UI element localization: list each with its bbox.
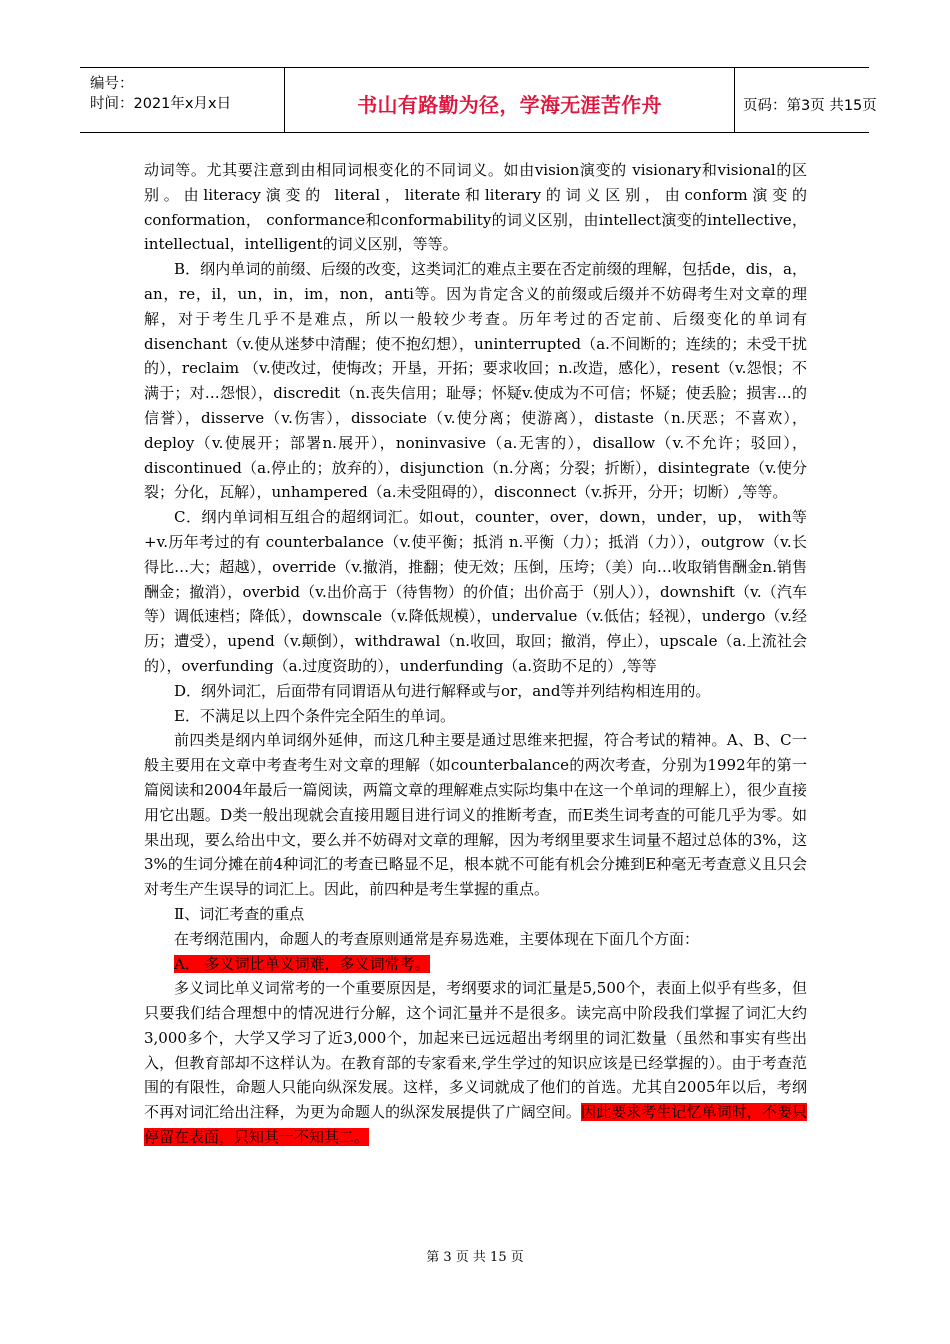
highlight-heading-row [144,952,807,977]
highlighted-sentence: 因此要求考生记忆单词时，不要只停留在表面，只知其一不知其二。 [144,1103,807,1147]
header-page-cell [737,68,877,132]
paragraph [144,976,807,1150]
header-meta [80,68,280,132]
paragraph: E．不满足以上四个条件完全陌生的单词。 [174,706,455,725]
paragraph: C．纲内单词相互组合的超纲词汇。如out，counter，over，down，under，up， with等+v.历年考过的有 counterbalance（v.使平衡；抵消 n.平衡（力）；抵消（力）），outgrow（v.长得比…大；超越），override（v.撤消，推翻；使无效；压倒，压垮；（美）向…收取销售酬金n.销售酬金；撤消），overbid（v.出价高于（待售物）的价值；出价高于（别人）），downshift（v.（汽车等）调低速档；降低），downscale（v.降低规模），undervalue（v.低估；轻视），undergo（v.经历；遭受），upend（v.颠倒），withdrawal（n.收回，取回；撤消，停止），upscale（a.上流社会的），overfunding（a.过度资助的），underfunding（a.资助不足的）,等等 [144,508,807,675]
motto: 书山有路勤为径，学海无涯苦作舟 [357,93,662,117]
page-header [80,67,877,133]
page-info: 页码：第3页 共15页 [743,98,877,114]
code-label: 编号： [90,76,134,92]
last-paragraph-text: 多义词比单义词常考的一个重要原因是，考纲要求的词汇量是5,500个，表面上似乎有些多，但只要我们结合理想中的情况进行分解，这个词汇量并不是很多。读完高中阶段我们掌握了词汇大约3,000多个，大学又学习了近3,000个，加起来已远远超出考纲里的词汇数量（虽然和事实有些出入，但教育部却不这样认为。在教育部的专家看来,学生学过的知识应该是已经掌握的）。由于考查范围的有限性，命题人只能向纵深发展。这样，多义词就成了他们的首选。尤其自2005年以后，考纲不再对词汇给出注释，为更为命题人的纵深发展提供了广阔空间。 [144,979,807,1122]
section-heading: Ⅱ、词汇考查的重点 [174,904,305,923]
time-label: 时间：2021年x月x日 [90,96,232,112]
header-motto-cell [284,68,735,132]
paragraph: 在考纲范围内，命题人的考查原则通常是弃易选难，主要体现在下面几个方面： [174,929,700,948]
paragraph: 动词等。尤其要注意到由相同词根变化的不同词义。如由vision演变的 visionary和visional的区别。由literacy演变的 literal，literate和literary的词义区别，由conform演变的 conformation， conformance和conformability的词义区别，由intellect演变的intellective，intellectual，intelligent的词义区别，等等。 [144,161,807,254]
paragraph: B．纲内单词的前缀、后缀的改变，这类词汇的难点主要在否定前缀的理解，包括de，dis，a，an，re，il，un，in，im，non，anti等。因为肯定含义的前缀或后缀并不妨碍考生对文章的理解，对于考生几乎不是难点，所以一般较少考查。历年考过的否定前、后缀变化的单词有disenchant（v.使从迷梦中清醒；使不抱幻想），uninterrupted（a.不间断的；连续的；未受干扰的），reclaim （v.使改过，使悔改；开垦，开拓；要求收回；n.改造，感化），resent（v.怨恨；不满于；对…怨恨），discredit（n.丧失信用；耻辱；怀疑v.使成为不可信；怀疑；使丢脸；损害…的信誉），disserve（v.伤害），dissociate（v.使分离；使游离），distaste（n.厌恶；不喜欢），deploy（v.使展开；部署n.展开），noninvasive（a.无害的），disallow（v.不允许；驳回），discontinued（a.停止的；放弃的），disjunction（n.分离；分裂；折断），disintegrate（v.使分裂；分化，瓦解），unhampered（a.未受阻碍的），disconnect（v.拆开，分开；切断）,等等。 [144,260,807,502]
paragraph: D．纲外词汇，后面带有同谓语从句进行解释或与or，and等并列结构相连用的。 [174,681,711,700]
page-footer: 第 3 页 共 15 页 [426,1250,524,1265]
paragraph: 前四类是纲内单词纲外延伸，而这几种主要是通过思维来把握，符合考试的精神。A、B、C一般主要用在文章中考查考生对文章的理解（如counterbalance的两次考查，分别为1992年的第一篇阅读和2004年最后一篇阅读，两篇文章的理解难点实际均集中在这一个单词的理解上），很少直接用它出题。D类一般出现就会直接用题目进行词义的推断考查，而E类生词考查的可能几乎为零。如果出现，要么给出中文，要么并不妨碍对文章的理解，因为考纲里要求生词量不超过总体的3%，这3%的生词分摊在前4种词汇的考查已略显不足，根本就不可能有机会分摊到E种毫无考查意义且只会对考生产生误导的词汇上。因此，前四种是考生掌握的重点。 [144,731,807,899]
document-body [144,158,807,1150]
highlight-heading: A． 多义词比单义词难，多义词常考。 [174,954,430,973]
